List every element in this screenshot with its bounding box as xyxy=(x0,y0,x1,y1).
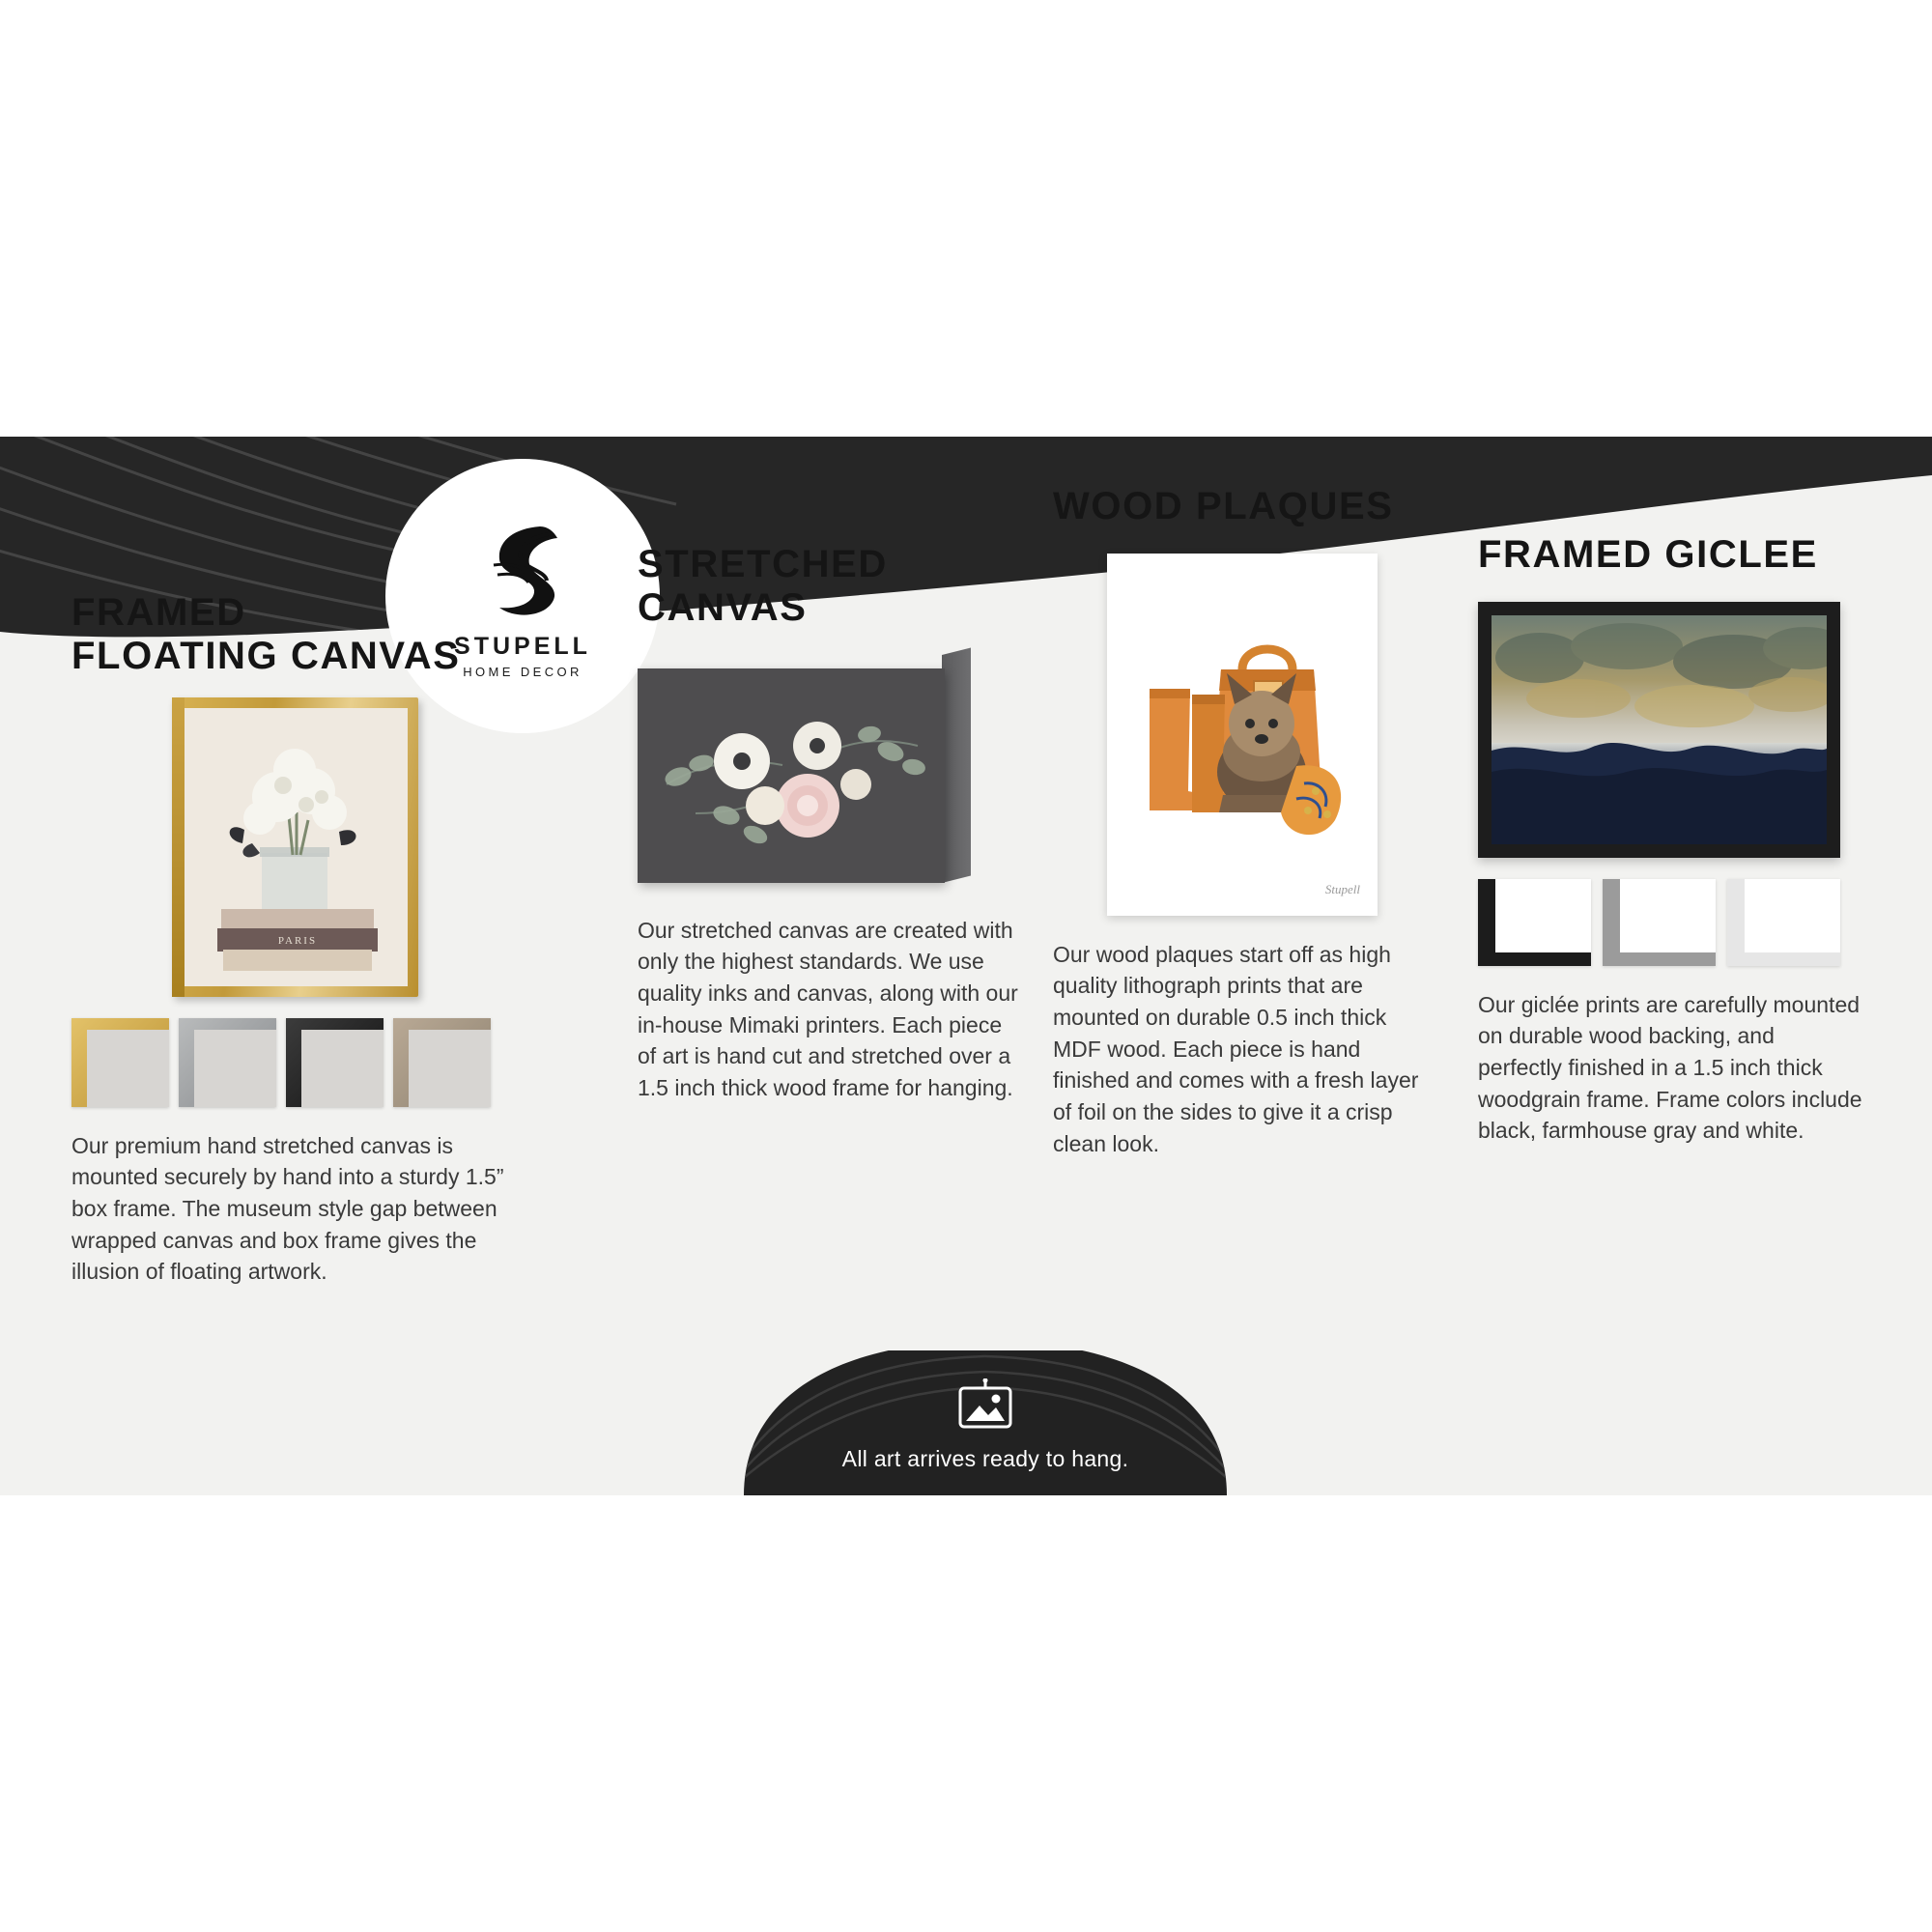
giclee-frame-swatches xyxy=(1478,879,1864,966)
framed-picture-icon xyxy=(955,1378,1015,1435)
brand-name: STUPELL xyxy=(454,633,591,660)
section-framed-floating-canvas xyxy=(71,591,516,1288)
section-title-line1: STRETCHED xyxy=(638,543,888,585)
artwork-image xyxy=(1107,554,1378,916)
stretched-canvas-artwork xyxy=(638,655,971,892)
section-description: Our stretched canvas are created with only the highest standards. We use quality inks and canvas, along with our in-house Mimaki printers. Each piece of art is hand cut and stretched over a 1.5 inch thick wood frame for hanging. xyxy=(638,917,1018,1100)
artwork-image xyxy=(638,668,945,883)
section-title xyxy=(1053,485,1439,528)
section-title-line1: FRAMED GICLEE xyxy=(1478,533,1818,576)
swatch-black[interactable] xyxy=(286,1018,384,1107)
section-title-line1: FRAMED xyxy=(71,591,246,634)
framed-giclee-artwork xyxy=(1478,602,1840,858)
section-title-line2: FLOATING CANVAS xyxy=(71,634,461,677)
artwork-image xyxy=(185,708,408,986)
wood-plaque-artwork xyxy=(1107,554,1378,916)
section-title xyxy=(1478,533,1864,577)
swatch-black[interactable] xyxy=(1478,879,1591,966)
section-stretched-canvas xyxy=(638,543,1024,1104)
artwork-image xyxy=(1492,615,1827,844)
section-description: Our giclée prints are carefully mounted on durable wood backing, and perfectly finished in a 1.5 inch thick woodgrain frame. Frame colors include black, farmhouse gray and white. xyxy=(1478,991,1862,1144)
infographic-band xyxy=(0,437,1932,1495)
section-title xyxy=(71,591,516,678)
section-framed-giclee xyxy=(1478,533,1864,1147)
swatch-farmhouse-gray[interactable] xyxy=(1603,879,1716,966)
section-title-line2: CANVAS xyxy=(638,585,808,629)
artwork-label: PARIS xyxy=(277,934,318,947)
frame-side-edge xyxy=(172,697,185,997)
brand-tagline: HOME DECOR xyxy=(463,665,582,679)
swatch-pewter[interactable] xyxy=(179,1018,276,1107)
section-title-line1: WOOD PLAQUES xyxy=(1053,485,1394,527)
section-description: Our premium hand stretched canvas is mounted securely by hand into a sturdy 1.5” box frame. The museum style gap between wrapped canvas and box frame gives the illusion of floating artwork. xyxy=(71,1132,504,1285)
svg-text:Stupell: Stupell xyxy=(1324,881,1360,896)
ready-to-hang-label: All art arrives ready to hang. xyxy=(841,1446,1129,1471)
section-wood-plaques xyxy=(1053,485,1439,1159)
section-title xyxy=(638,543,1024,630)
swatch-gold[interactable] xyxy=(71,1018,169,1107)
swatch-white[interactable] xyxy=(1727,879,1840,966)
canvas-side-edge xyxy=(942,647,971,882)
framed-floating-canvas-artwork xyxy=(172,697,418,997)
section-description: Our wood plaques start off as high quality lithograph prints that are mounted on durable 0.5 inch thick MDF wood. Each piece is hand finished and comes with a fresh layer of foil on the sides to give it a crisp clean look. xyxy=(1053,941,1419,1156)
frame-finish-swatches xyxy=(71,1018,516,1107)
swatch-oak[interactable] xyxy=(393,1018,491,1107)
